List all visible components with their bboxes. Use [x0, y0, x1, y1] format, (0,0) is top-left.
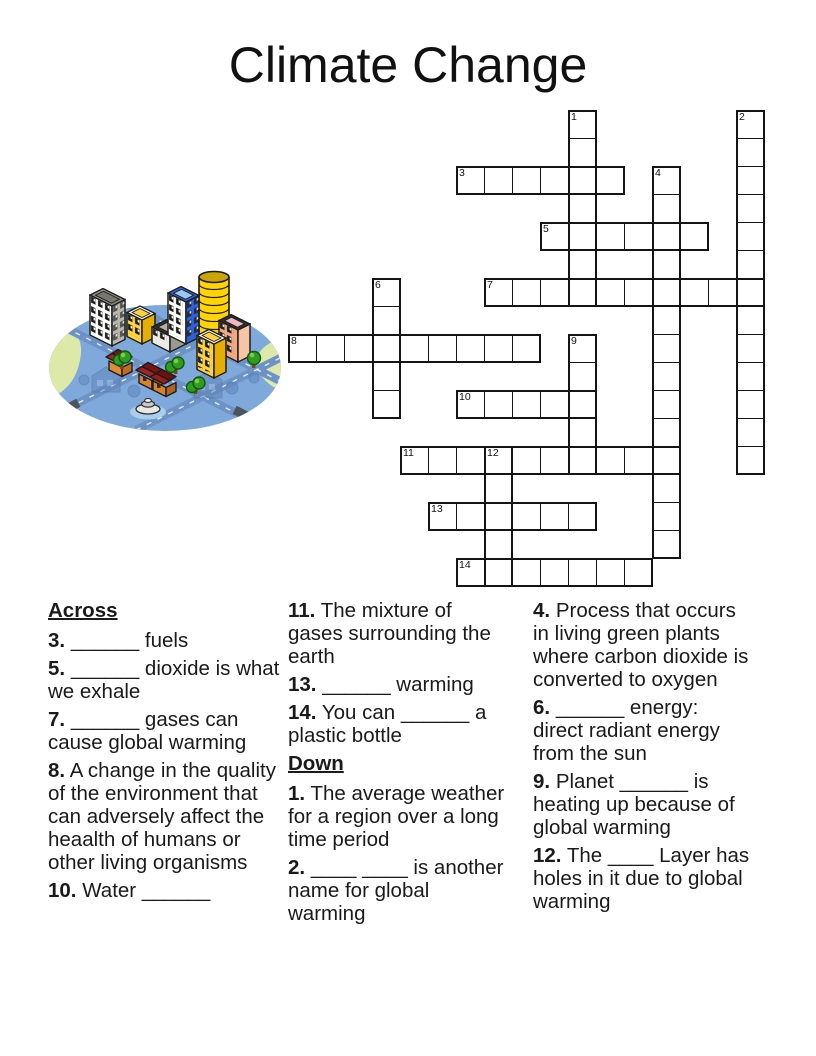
grid-cell [652, 446, 681, 475]
grid-cell [428, 446, 457, 475]
clue-text: The ____ Layer has holes in it due to global warming [533, 844, 750, 913]
clue-down-9 [533, 770, 751, 839]
grid-cell [736, 446, 765, 475]
clue-text: A change in the quality of the environment that can adversely affect the heaalth of humans or other living organisms [48, 759, 276, 874]
yellow-mid-building [197, 330, 226, 379]
page-title: Climate Change [228, 37, 588, 93]
clue-down-12 [533, 844, 751, 913]
clue-text: Water ______ [82, 879, 211, 902]
grid-cell [736, 250, 765, 279]
clues-column-2 [288, 599, 506, 930]
grid-cell [652, 250, 681, 279]
grid-cell [372, 306, 401, 335]
clue-number: 4. [533, 599, 551, 622]
cell-number: 9 [571, 335, 577, 347]
grid-cell [568, 558, 597, 587]
grid-cell [568, 278, 597, 307]
grid-cell [596, 222, 625, 251]
clue-number: 13. [288, 673, 317, 696]
clue-text: You can ______ a plastic bottle [288, 701, 487, 747]
clue-down-4 [533, 599, 751, 691]
grid-cell [512, 446, 541, 475]
clue-text: ______ gases can cause global warming [48, 708, 247, 754]
clue-across-5 [48, 657, 281, 703]
cell-number: 14 [459, 559, 471, 571]
clue-text: Planet ______ is heating up because of global warming [533, 770, 735, 839]
grid-cell [624, 222, 653, 251]
grid-cell [484, 502, 513, 531]
grid-cell [736, 138, 765, 167]
clue-text: ______ warming [322, 673, 474, 696]
grid-cell [512, 390, 541, 419]
clue-across-3 [48, 629, 281, 652]
grid-cell [736, 418, 765, 447]
grid-cell [372, 362, 401, 391]
grid-cell [680, 222, 709, 251]
grid-cell [568, 222, 597, 251]
grid-cell [316, 334, 345, 363]
cell-number: 13 [431, 503, 443, 515]
grid-cell [652, 418, 681, 447]
grid-cell [624, 558, 653, 587]
clue-number: 6. [533, 696, 551, 719]
grid-cell [568, 390, 597, 419]
clue-number: 8. [48, 759, 66, 782]
grid-cell [736, 166, 765, 195]
grid-cell [344, 334, 373, 363]
grid-cell [568, 194, 597, 223]
clues-column-1 [48, 599, 281, 907]
cell-number: 2 [739, 111, 745, 123]
grid-cell [540, 446, 569, 475]
grid-cell [568, 502, 597, 531]
clue-text: ______ energy: direct radiant energy from the sun [533, 696, 720, 765]
yellow-small-building [127, 306, 155, 344]
cell-number: 7 [487, 279, 493, 291]
grid-cell [736, 278, 765, 307]
grid-cell [652, 194, 681, 223]
cell-number: 12 [487, 447, 499, 459]
clue-number: 5. [48, 657, 66, 680]
grid-cell [400, 334, 429, 363]
grid-cell [596, 278, 625, 307]
grid-cell [456, 334, 485, 363]
grid-cell [484, 558, 513, 587]
clue-text: Process that occurs in living green plants where carbon dioxide is converted to oxygen [533, 599, 749, 691]
grid-cell [736, 194, 765, 223]
clue-number: 14. [288, 701, 317, 724]
clue-text: ____ ____ is another name for global warming [288, 856, 504, 925]
grid-cell [540, 502, 569, 531]
cell-number: 4 [655, 167, 661, 179]
across-heading: Across [48, 599, 118, 622]
grid-cell [652, 278, 681, 307]
cell-number: 5 [543, 223, 549, 235]
clue-text: ______ fuels [70, 629, 189, 652]
grid-cell [596, 166, 625, 195]
clue-text: The mixture of gases surrounding the earth [288, 599, 491, 668]
grid-cell [568, 362, 597, 391]
grid-cell [512, 334, 541, 363]
cell-number: 3 [459, 167, 465, 179]
clue-text: The average weather for a region over a long time period [288, 782, 505, 851]
grid-cell [652, 306, 681, 335]
grid-cell [680, 278, 709, 307]
grid-cell [596, 558, 625, 587]
grid-cell [624, 446, 653, 475]
grid-cell [456, 446, 485, 475]
grid-cell [540, 390, 569, 419]
clue-across-14 [288, 701, 506, 747]
clue-down-6 [533, 696, 751, 765]
grid-cell [736, 334, 765, 363]
city-illustration [48, 260, 288, 446]
grid-cell [568, 418, 597, 447]
grid-cell [484, 390, 513, 419]
clue-number: 12. [533, 844, 562, 867]
cell-number: 8 [291, 335, 297, 347]
grid-cell [484, 474, 513, 503]
clue-number: 7. [48, 708, 66, 731]
cell-number: 6 [375, 279, 381, 291]
clue-text: ______ dioxide is what we exhale [48, 657, 280, 703]
clue-across-10 [48, 879, 281, 902]
grid-cell [652, 530, 681, 559]
clue-number: 2. [288, 856, 306, 879]
grid-cell [652, 474, 681, 503]
grid-cell [652, 334, 681, 363]
grid-cell [512, 558, 541, 587]
white-tower-building [90, 289, 125, 347]
grid-cell [568, 446, 597, 475]
grid-cell [428, 334, 457, 363]
down-heading: Down [288, 752, 344, 775]
grid-cell [568, 250, 597, 279]
cell-number: 1 [571, 111, 577, 123]
grid-cell [624, 278, 653, 307]
cell-number: 10 [459, 391, 471, 403]
grid-cell [708, 278, 737, 307]
clue-number: 10. [48, 879, 77, 902]
grid-cell [568, 166, 597, 195]
clue-across-11 [288, 599, 506, 668]
grid-cell [456, 502, 485, 531]
grid-cell [736, 306, 765, 335]
clue-across-7 [48, 708, 281, 754]
grid-cell [652, 390, 681, 419]
grid-cell [484, 166, 513, 195]
grid-cell [736, 390, 765, 419]
grid-cell [540, 166, 569, 195]
cell-number: 11 [403, 447, 414, 459]
blue-tower-building [168, 287, 199, 345]
grid-cell [372, 334, 401, 363]
grid-cell [540, 558, 569, 587]
grid-cell [540, 278, 569, 307]
grid-cell [484, 530, 513, 559]
clues-column-3 [533, 599, 751, 918]
grid-cell [652, 502, 681, 531]
grid-cell [596, 446, 625, 475]
grid-cell [512, 502, 541, 531]
grid-cell [512, 278, 541, 307]
grid-cell [484, 334, 513, 363]
grid-cell [372, 390, 401, 419]
grid-cell [652, 362, 681, 391]
grid-cell [652, 222, 681, 251]
clue-across-13 [288, 673, 506, 696]
clue-number: 3. [48, 629, 66, 652]
clue-number: 1. [288, 782, 306, 805]
clue-across-8 [48, 759, 281, 874]
grid-cell [736, 222, 765, 251]
clue-down-2 [288, 856, 506, 925]
grid-cell [568, 138, 597, 167]
clue-number: 9. [533, 770, 551, 793]
clue-number: 11. [288, 599, 316, 622]
grid-cell [512, 166, 541, 195]
crossword-grid [288, 110, 765, 587]
clue-down-1 [288, 782, 506, 851]
grid-cell [736, 362, 765, 391]
